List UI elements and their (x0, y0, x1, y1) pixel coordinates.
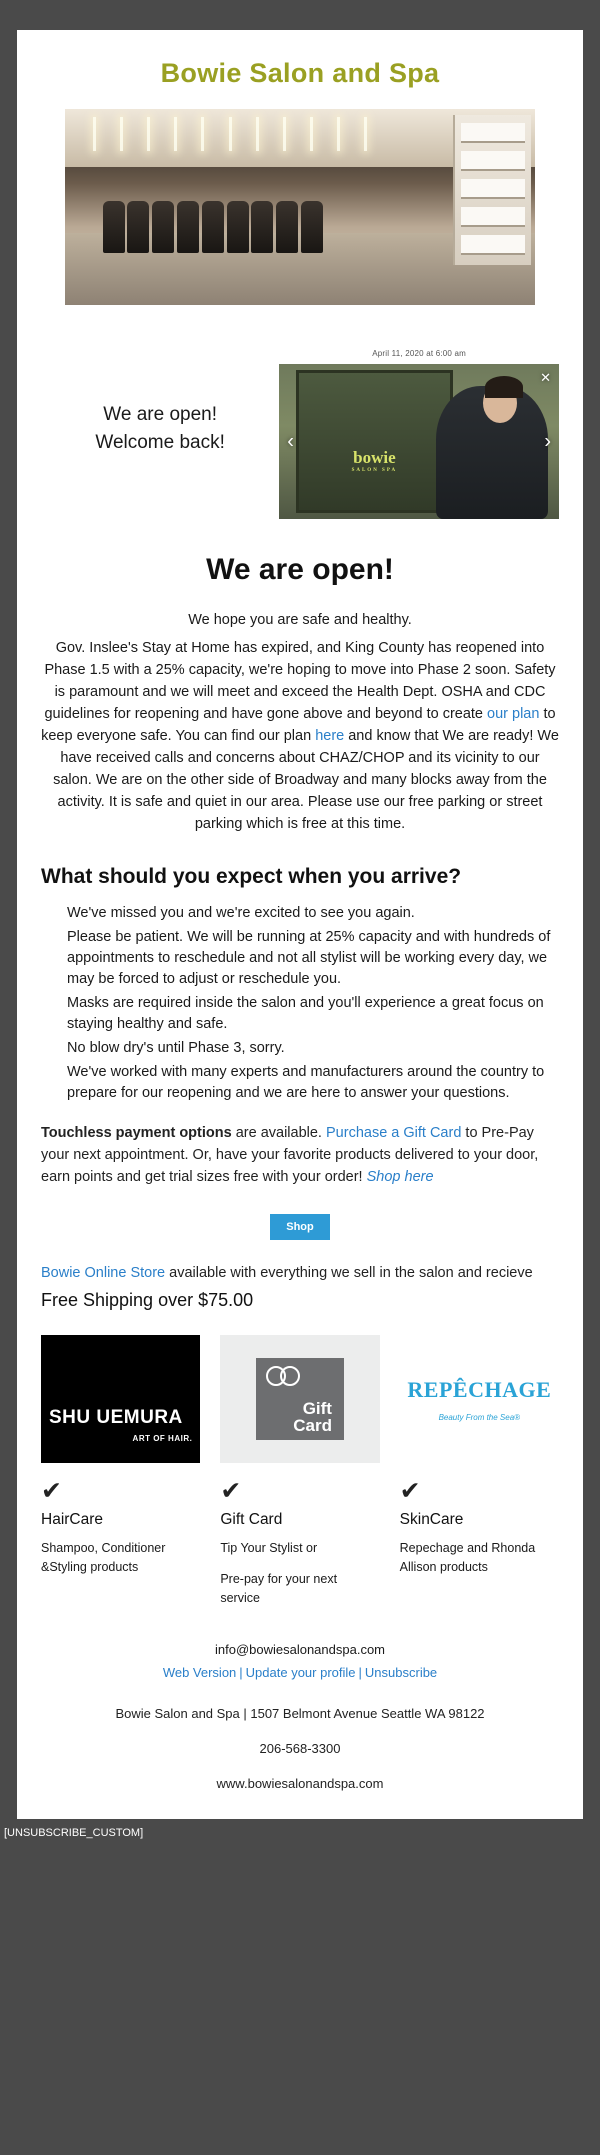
product-columns (17, 1311, 583, 1608)
email-body (17, 30, 583, 1819)
shop-button[interactable]: Shop (270, 1214, 330, 1240)
store-line (41, 1262, 559, 1284)
gift-card-graphic (220, 1335, 379, 1463)
open-message-line1: We are open! (103, 404, 217, 425)
product-desc-giftcard-line2: Pre-pay for your next service (220, 1572, 338, 1605)
gift-card-shape (256, 1358, 344, 1440)
salon-door (296, 370, 453, 513)
main-paragraph-2 (41, 637, 559, 835)
shu-uemura-tagline: ART OF HAIR. (132, 1434, 193, 1443)
web-version-link[interactable]: Web Version (162, 1665, 237, 1680)
list-item: Please be patient. We will be running at 25% capacity and with hundreds of appointments to reschedule and not all stylist will be working every day, we may be forced to adjust or reschedule you. (67, 929, 551, 987)
open-message (41, 349, 279, 519)
salon-chairs (103, 179, 329, 253)
update-profile-link[interactable]: Update your profile (245, 1665, 356, 1680)
product-title-skincare: SkinCare (399, 1511, 464, 1528)
ribbon-bow-icon (266, 1366, 286, 1386)
main-content (17, 553, 583, 1311)
shu-uemura-name: SHU UEMURA (49, 1407, 183, 1428)
footer-address: Bowie Salon and Spa | 1507 Belmont Avenue Seattle WA 98122 (115, 1706, 485, 1721)
hero-image-wrap (17, 109, 583, 305)
main-p2-part-c: and know that We are ready! We have received calls and concerns about CHAZ/CHOP and its vicinity to our salon. We are on the other side of Broadway and many blocks away from the activity. It is safe and quiet in our area. Please use our free parking or street parking which is free at this time. (53, 728, 559, 832)
product-title-giftcard: Gift Card (220, 1511, 283, 1528)
touchless-part-a: are available. (231, 1125, 326, 1141)
product-column-skincare (400, 1335, 559, 1608)
salon-interior-photo (65, 109, 535, 305)
footer-email: info@bowiesalonandspa.com (214, 1642, 386, 1657)
touchless-paragraph (41, 1122, 559, 1188)
slideshow[interactable] (279, 349, 559, 519)
store-line-rest: available with everything we sell in the salon and recieve (165, 1265, 533, 1281)
our-plan-link[interactable]: our plan (487, 706, 540, 722)
main-p2-part-b: to keep everyone safe. You can find our plan (41, 706, 556, 744)
bowie-sign-text: bowie (353, 447, 396, 467)
gift-card-text (293, 1400, 344, 1440)
footer-separator-2: | (358, 1665, 362, 1680)
footer-links (41, 1665, 559, 1680)
slideshow-row (17, 305, 583, 519)
repechage-name: REPÊCHAGE (407, 1376, 552, 1402)
expect-list (41, 903, 559, 1104)
repechage-tagline: Beauty From the Sea® (438, 1412, 521, 1422)
free-shipping-line: Free Shipping over $75.00 (41, 1290, 254, 1310)
close-icon[interactable]: ✕ (540, 370, 551, 385)
product-title-haircare: HairCare (41, 1511, 104, 1528)
here-link[interactable]: here (315, 728, 345, 744)
footer-website: www.bowiesalonandspa.com (216, 1776, 384, 1791)
main-p2-part-a: Gov. Inslee's Stay at Home has expired, and King County has reopened into Phase 1.5 with a 25% capacity, we're hoping to move into Phase 2 soon. Safety is paramount and we will meet and exceed the Health Dept. OSHA and CDC guidelines for reopening and have gone above and beyond to create (44, 640, 556, 722)
product-desc-giftcard-line1: Tip Your Stylist or (220, 1541, 318, 1555)
shu-uemura-logo (41, 1335, 200, 1463)
footer-separator-1: | (239, 1665, 243, 1680)
email-footer (17, 1608, 583, 1809)
shop-here-link[interactable]: Shop here (366, 1169, 434, 1185)
slideshow-next-icon[interactable]: › (544, 430, 551, 452)
shop-button-wrap (41, 1214, 559, 1240)
person-hair (485, 376, 523, 398)
repechage-logo-mark (407, 1377, 551, 1422)
slideshow-prev-icon[interactable]: ‹ (287, 430, 294, 452)
expect-heading: What should you expect when you arrive? (41, 865, 462, 888)
slideshow-photo (279, 364, 559, 519)
page-title: Bowie Salon and Spa (160, 58, 440, 88)
product-desc-haircare: Shampoo, Conditioner &Styling products (41, 1541, 166, 1574)
main-paragraph-1: We hope you are safe and healthy. (188, 612, 412, 628)
open-message-line2: Welcome back! (95, 432, 225, 453)
list-item: No blow dry's until Phase 3, sorry. (67, 1040, 285, 1056)
bowie-online-store-link[interactable]: Bowie Online Store (41, 1265, 166, 1281)
gift-card-text-line2: Card (293, 1416, 332, 1435)
purchase-gift-card-link[interactable]: Purchase a Gift Card (326, 1125, 462, 1141)
unsubscribe-token: [UNSUBSCRIBE_CUSTOM] (4, 1827, 144, 1839)
check-icon: ✔ (220, 1477, 242, 1505)
ceiling-lights (93, 117, 394, 157)
slideshow-date: April 11, 2020 at 6:00 am (372, 349, 467, 358)
bowie-sign (307, 447, 441, 473)
check-icon: ✔ (399, 1477, 421, 1505)
footer-phone: 206-568-3300 (259, 1741, 341, 1756)
list-item: We've worked with many experts and manufacturers around the country to prepare for our reopening and we are here to answer your questions. (67, 1064, 545, 1101)
list-item: Masks are required inside the salon and you'll experience a great focus on staying healthy and safe. (67, 995, 544, 1032)
gift-card-text-line1: Gift (302, 1399, 332, 1418)
product-column-giftcard (220, 1335, 379, 1608)
product-desc-skincare: Repechage and Rhonda Allison products (399, 1541, 536, 1574)
product-column-haircare (41, 1335, 200, 1608)
unsubscribe-link[interactable]: Unsubscribe (364, 1665, 438, 1680)
repechage-logo (400, 1335, 559, 1463)
main-heading: We are open! (206, 553, 394, 586)
bowie-sign-sub: SALON SPA (351, 467, 398, 473)
list-item: We've missed you and we're excited to see you again. (67, 905, 415, 921)
product-shelf (453, 115, 531, 265)
check-icon: ✔ (41, 1477, 62, 1505)
touchless-bold: Touchless payment options (41, 1125, 232, 1141)
touchless-part-b: to Pre-Pay your next appointment. Or, have your favorite products delivered to your door, earn points and get trial sizes free with your order! (41, 1125, 539, 1185)
